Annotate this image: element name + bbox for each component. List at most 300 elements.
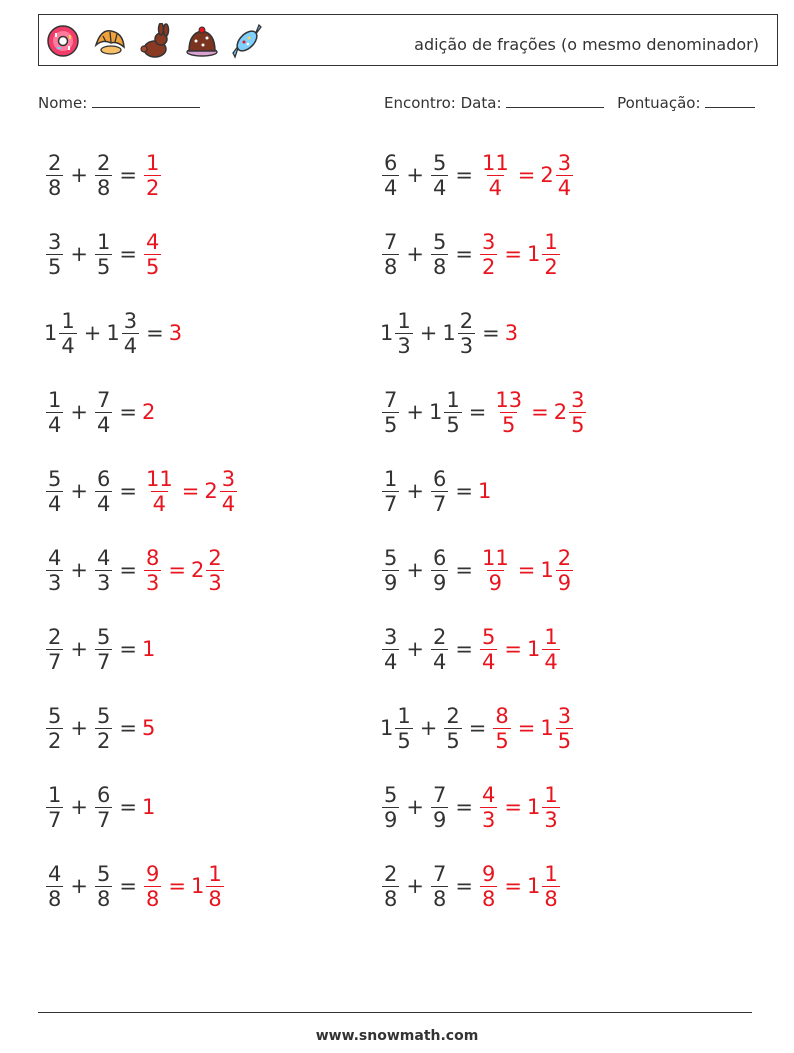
worksheet-title: adição de frações (o mesmo denominador) <box>414 35 759 54</box>
addend-b-fraction <box>431 546 448 595</box>
addend-a-fraction <box>382 151 399 200</box>
plus-sign: + <box>406 242 424 266</box>
answer-value-fraction <box>542 625 559 674</box>
answer <box>142 637 155 661</box>
candy-icon <box>229 23 267 59</box>
plus-sign: + <box>70 242 88 266</box>
addend-b <box>93 388 114 437</box>
addend-b-numerator: 2 <box>459 308 474 333</box>
answer-value <box>142 400 155 424</box>
icon-strip <box>45 23 267 59</box>
addend-b <box>442 704 463 753</box>
addend-a-denominator: 9 <box>384 807 398 832</box>
addend-b-fraction <box>95 704 112 753</box>
plus-sign: + <box>419 716 438 740</box>
addend-a-numerator: 6 <box>384 150 398 175</box>
addend-b-fraction <box>122 309 139 358</box>
answer-value-numerator: 3 <box>221 466 236 491</box>
answer-value-fraction <box>480 862 497 911</box>
answer-value <box>142 546 163 595</box>
addend-b-numerator: 2 <box>446 703 460 728</box>
answer-value <box>540 704 575 753</box>
answer-value-denominator: 2 <box>544 254 558 279</box>
problem-20 <box>380 856 562 916</box>
answer-value-denominator: 4 <box>488 175 503 200</box>
addend-a-denominator: 5 <box>397 728 411 753</box>
equals-sign: = <box>119 716 137 740</box>
addend-b-numerator: 5 <box>432 150 447 175</box>
footer-divider <box>38 1012 752 1013</box>
answer-value-denominator: 5 <box>571 412 585 437</box>
answer-value-denominator: 8 <box>208 886 222 911</box>
answer-value <box>142 230 163 279</box>
addend-a-denominator: 4 <box>384 175 398 200</box>
addend-a-whole: 1 <box>380 716 394 740</box>
addend-b-numerator: 6 <box>96 782 111 807</box>
addend-a-denominator: 3 <box>397 333 411 358</box>
answer <box>142 795 155 819</box>
plus-sign: + <box>406 163 424 187</box>
answer-value <box>191 546 226 595</box>
answer-value-numerator: 13 <box>495 387 523 412</box>
answer-value <box>478 783 499 832</box>
addend-b-denominator: 5 <box>446 728 460 753</box>
addend-a <box>380 704 415 753</box>
answer-equals-sign: = <box>517 716 536 740</box>
answer-value-denominator: 4 <box>152 491 167 516</box>
addend-b-fraction <box>458 309 475 358</box>
name-blank[interactable] <box>92 93 200 108</box>
answer-value-denominator: 4 <box>544 649 558 674</box>
answer <box>505 321 518 345</box>
addend-a-numerator: 1 <box>48 782 62 807</box>
addend-a-denominator: 5 <box>384 412 398 437</box>
equals-sign: = <box>455 479 473 503</box>
answer-value-numerator: 4 <box>145 229 160 254</box>
answer-value <box>478 546 513 595</box>
addend-b <box>93 230 114 279</box>
answer-equals-sign: = <box>504 637 522 661</box>
answer <box>142 546 226 595</box>
answer-value-whole: 1 <box>141 795 156 819</box>
answer-value <box>142 716 155 740</box>
answer-value-fraction <box>206 862 223 911</box>
answer-value-whole: 2 <box>204 479 218 503</box>
addend-a <box>380 467 401 516</box>
answer <box>169 321 182 345</box>
plus-sign: + <box>406 795 424 819</box>
answer-value-numerator: 1 <box>145 150 160 175</box>
answer-value <box>169 321 182 345</box>
addend-b-denominator: 9 <box>432 570 447 595</box>
addend-b-fraction <box>431 625 448 674</box>
problem-1 <box>44 145 163 205</box>
addend-b <box>429 230 450 279</box>
addend-b <box>429 625 450 674</box>
addend-b-numerator: 5 <box>96 861 111 886</box>
addend-a-denominator: 4 <box>61 333 75 358</box>
answer-value-numerator: 5 <box>481 624 496 649</box>
addend-b-fraction <box>444 388 461 437</box>
plus-sign: + <box>419 321 438 345</box>
addend-a-denominator: 7 <box>48 807 62 832</box>
addend-a <box>44 388 65 437</box>
problem-10 <box>44 856 226 916</box>
answer-value-fraction <box>144 546 161 595</box>
addend-b <box>429 467 450 516</box>
answer-value-whole: 1 <box>477 479 492 503</box>
addend-b-denominator: 9 <box>432 807 447 832</box>
answer-value <box>505 321 518 345</box>
addend-a-fraction <box>46 546 63 595</box>
addend-a-numerator: 2 <box>48 150 62 175</box>
addend-a-numerator: 5 <box>48 703 62 728</box>
problem-4 <box>44 382 155 442</box>
answer-value-numerator: 3 <box>557 703 572 728</box>
answer-value-fraction <box>556 151 573 200</box>
addend-a <box>44 704 65 753</box>
problem-15 <box>380 461 491 521</box>
answer-value <box>540 546 575 595</box>
answer-value-whole: 2 <box>553 400 568 424</box>
addend-a-denominator: 3 <box>48 570 62 595</box>
plus-sign: + <box>70 716 88 740</box>
addend-b-denominator: 3 <box>459 333 474 358</box>
addend-a-fraction <box>46 625 63 674</box>
answer-value <box>540 151 575 200</box>
addend-a-numerator: 2 <box>384 861 398 886</box>
answer-value-numerator: 8 <box>495 703 509 728</box>
addend-a-denominator: 2 <box>48 728 62 753</box>
addend-a-denominator: 8 <box>48 886 62 911</box>
plus-sign: + <box>406 400 424 424</box>
addend-a-denominator: 4 <box>48 412 62 437</box>
addend-b-denominator: 4 <box>123 333 138 358</box>
answer-value-denominator: 3 <box>208 570 222 595</box>
equals-sign: = <box>455 558 473 582</box>
addend-b-denominator: 4 <box>96 412 111 437</box>
addend-a <box>44 862 65 911</box>
addend-a-fraction <box>59 309 76 358</box>
addend-b-whole: 1 <box>442 321 456 345</box>
answer-value-numerator: 3 <box>557 150 572 175</box>
addend-b <box>93 862 114 911</box>
name-label: Nome: <box>38 94 88 112</box>
answer-equals-sign: = <box>531 400 549 424</box>
addend-a-numerator: 3 <box>384 624 398 649</box>
addend-a-fraction <box>382 467 399 516</box>
plus-sign: + <box>83 321 102 345</box>
addend-a-fraction <box>46 230 63 279</box>
answer-value-fraction <box>144 230 161 279</box>
addend-a-fraction <box>382 230 399 279</box>
plus-sign: + <box>406 479 424 503</box>
equals-sign: = <box>119 400 137 424</box>
addend-a <box>44 783 65 832</box>
addend-a-fraction <box>46 862 63 911</box>
answer-value-numerator: 3 <box>481 229 496 254</box>
addend-b-fraction <box>431 862 448 911</box>
score-blank[interactable] <box>705 93 755 108</box>
plus-sign: + <box>70 637 88 661</box>
addend-b-denominator: 4 <box>96 491 111 516</box>
addend-b-fraction <box>431 783 448 832</box>
addend-a <box>380 546 401 595</box>
answer-equals-sign: = <box>168 558 186 582</box>
addend-b-denominator: 4 <box>432 175 447 200</box>
plus-sign: + <box>406 637 424 661</box>
answer-value-fraction <box>493 388 524 437</box>
addend-b-fraction <box>431 230 448 279</box>
addend-b-denominator: 5 <box>96 254 111 279</box>
answer <box>491 704 575 753</box>
answer-value-fraction <box>480 546 511 595</box>
addend-b-denominator: 7 <box>96 807 111 832</box>
answer-value-whole: 3 <box>504 321 519 345</box>
addend-a <box>44 467 65 516</box>
equals-sign: = <box>482 321 500 345</box>
addend-a-numerator: 1 <box>397 308 411 333</box>
equals-sign: = <box>455 242 473 266</box>
answer-value-whole: 1 <box>141 637 156 661</box>
addend-b-fraction <box>444 704 461 753</box>
addend-b-fraction <box>95 783 112 832</box>
addend-b-denominator: 3 <box>96 570 111 595</box>
addend-b-denominator: 8 <box>96 175 111 200</box>
answer <box>478 151 575 200</box>
answer-value-whole: 1 <box>526 795 541 819</box>
addend-a-numerator: 5 <box>384 782 398 807</box>
addend-a <box>380 230 401 279</box>
answer-equals-sign: = <box>517 163 536 187</box>
equals-sign: = <box>119 242 137 266</box>
addend-a-denominator: 5 <box>48 254 62 279</box>
answer-equals-sign: = <box>504 795 522 819</box>
answer-value-numerator: 1 <box>208 861 222 886</box>
answer-equals-sign: = <box>168 874 186 898</box>
answer-value-denominator: 5 <box>557 728 572 753</box>
equals-sign: = <box>119 163 137 187</box>
answer-value <box>527 625 562 674</box>
plus-sign: + <box>70 163 88 187</box>
addend-a <box>380 625 401 674</box>
addend-a-numerator: 4 <box>48 545 62 570</box>
addend-a <box>44 625 65 674</box>
answer-value-denominator: 3 <box>544 807 558 832</box>
answer-value <box>491 388 526 437</box>
addend-b-fraction <box>95 467 112 516</box>
addend-b-denominator: 2 <box>96 728 111 753</box>
addend-a-denominator: 8 <box>384 254 398 279</box>
answer-value-whole: 1 <box>540 558 554 582</box>
answer-value <box>478 625 499 674</box>
addend-b <box>93 151 114 200</box>
plus-sign: + <box>70 795 88 819</box>
answer-value-numerator: 11 <box>481 545 509 570</box>
answer-value <box>204 467 239 516</box>
addend-b-fraction <box>95 151 112 200</box>
plus-sign: + <box>70 558 88 582</box>
addend-b-fraction <box>95 230 112 279</box>
equals-sign: = <box>146 321 164 345</box>
answer <box>478 783 562 832</box>
answer-value-denominator: 3 <box>481 807 496 832</box>
answer-value <box>142 151 163 200</box>
problem-2 <box>44 224 163 284</box>
addend-b <box>106 309 141 358</box>
addend-a-fraction <box>46 151 63 200</box>
answer-value-fraction <box>144 862 161 911</box>
answer-value-denominator: 5 <box>495 728 509 753</box>
addend-a-numerator: 1 <box>397 703 411 728</box>
answer-value-denominator: 9 <box>557 570 572 595</box>
equals-sign: = <box>119 558 137 582</box>
addend-a-fraction <box>46 388 63 437</box>
answer <box>478 230 562 279</box>
answer-value-whole: 2 <box>141 400 156 424</box>
problem-9 <box>44 777 155 837</box>
session-label: Encontro: Data: <box>384 94 502 112</box>
addend-a-numerator: 5 <box>384 545 398 570</box>
equals-sign: = <box>119 637 137 661</box>
answer-value-fraction <box>144 151 161 200</box>
answer-value-fraction <box>569 388 586 437</box>
problem-19 <box>380 777 562 837</box>
answer-value-whole: 1 <box>526 874 541 898</box>
croissant-icon <box>91 23 129 59</box>
addend-a-numerator: 1 <box>48 387 62 412</box>
addend-a <box>380 388 401 437</box>
problem-18 <box>380 698 575 758</box>
answer-value-fraction <box>480 151 511 200</box>
addend-b-whole: 1 <box>428 400 443 424</box>
problem-6 <box>44 540 226 600</box>
equals-sign: = <box>119 479 137 503</box>
footer-url: www.snowmath.com <box>315 1028 479 1044</box>
addend-b-numerator: 1 <box>446 387 460 412</box>
addend-a-fraction <box>395 309 412 358</box>
answer-value <box>527 230 562 279</box>
equals-sign: = <box>468 716 487 740</box>
addend-b-fraction <box>95 546 112 595</box>
answer-value-numerator: 1 <box>544 229 558 254</box>
addend-b-denominator: 4 <box>432 649 447 674</box>
answer-value-denominator: 3 <box>145 570 160 595</box>
answer-equals-sign: = <box>517 558 536 582</box>
answer-value-whole: 3 <box>168 321 183 345</box>
answer-value-whole: 1 <box>540 716 554 740</box>
answer-value-numerator: 4 <box>481 782 496 807</box>
addend-a-fraction <box>382 625 399 674</box>
problem-7 <box>44 619 155 679</box>
answer-value-denominator: 4 <box>557 175 572 200</box>
addend-b-numerator: 5 <box>432 229 447 254</box>
addend-a-numerator: 7 <box>384 387 398 412</box>
problem-17 <box>380 619 562 679</box>
equals-sign: = <box>455 637 473 661</box>
addend-b <box>429 546 450 595</box>
addend-b <box>429 783 450 832</box>
addend-a <box>380 151 401 200</box>
addend-b-numerator: 2 <box>96 150 111 175</box>
addend-b-numerator: 7 <box>432 782 447 807</box>
problem-14 <box>380 382 588 442</box>
answer-value-fraction <box>556 546 573 595</box>
addend-a-denominator: 4 <box>384 649 398 674</box>
equals-sign: = <box>119 795 137 819</box>
addend-b-numerator: 7 <box>96 387 111 412</box>
answer-value-denominator: 5 <box>145 254 160 279</box>
answer-value-denominator: 2 <box>481 254 496 279</box>
answer-value-whole: 1 <box>526 637 541 661</box>
answer-value-whole: 1 <box>526 242 541 266</box>
addend-a-denominator: 4 <box>48 491 62 516</box>
answer-value-fraction <box>144 467 175 516</box>
answer-value-fraction <box>542 230 559 279</box>
answer-value <box>527 783 562 832</box>
answer-value-numerator: 11 <box>481 150 509 175</box>
score-label: Pontuação: <box>617 94 701 112</box>
problem-16 <box>380 540 575 600</box>
addend-b-numerator: 6 <box>432 545 447 570</box>
addend-b-numerator: 4 <box>96 545 111 570</box>
answer-value-fraction <box>206 546 223 595</box>
addend-a-numerator: 4 <box>48 861 62 886</box>
addend-a-fraction <box>46 783 63 832</box>
addend-a-fraction <box>46 704 63 753</box>
addend-b <box>93 783 114 832</box>
answer <box>491 388 588 437</box>
answer-value-denominator: 2 <box>145 175 160 200</box>
problem-11 <box>380 145 575 205</box>
answer <box>478 546 575 595</box>
addend-a <box>44 230 65 279</box>
addend-b-whole: 1 <box>106 321 120 345</box>
addend-a <box>44 151 65 200</box>
equals-sign: = <box>468 400 487 424</box>
addend-a-fraction <box>382 862 399 911</box>
answer-value-fraction <box>542 862 559 911</box>
answer-value-fraction <box>493 704 510 753</box>
answer-value-numerator: 3 <box>571 387 585 412</box>
date-blank[interactable] <box>506 93 604 108</box>
answer-value <box>478 230 499 279</box>
addend-a-numerator: 5 <box>48 466 62 491</box>
equals-sign: = <box>455 874 473 898</box>
addend-b-denominator: 5 <box>446 412 460 437</box>
name-field <box>38 93 200 112</box>
equals-sign: = <box>455 163 473 187</box>
addend-a <box>380 862 401 911</box>
answer-value-denominator: 5 <box>502 412 516 437</box>
answer-value-numerator: 1 <box>544 624 558 649</box>
answer-value-fraction <box>556 704 573 753</box>
addend-b-fraction <box>95 625 112 674</box>
addend-a-fraction <box>46 467 63 516</box>
chocolate-bunny-icon <box>137 23 175 59</box>
addend-b <box>93 625 114 674</box>
addend-b-denominator: 8 <box>432 886 447 911</box>
plus-sign: + <box>70 479 88 503</box>
answer-value <box>142 467 177 516</box>
addend-b-denominator: 7 <box>96 649 111 674</box>
answer-value-fraction <box>220 467 237 516</box>
addend-a <box>44 546 65 595</box>
answer <box>142 230 163 279</box>
answer-equals-sign: = <box>504 242 522 266</box>
answer-value-numerator: 8 <box>145 545 160 570</box>
answer-value-whole: 2 <box>190 558 205 582</box>
